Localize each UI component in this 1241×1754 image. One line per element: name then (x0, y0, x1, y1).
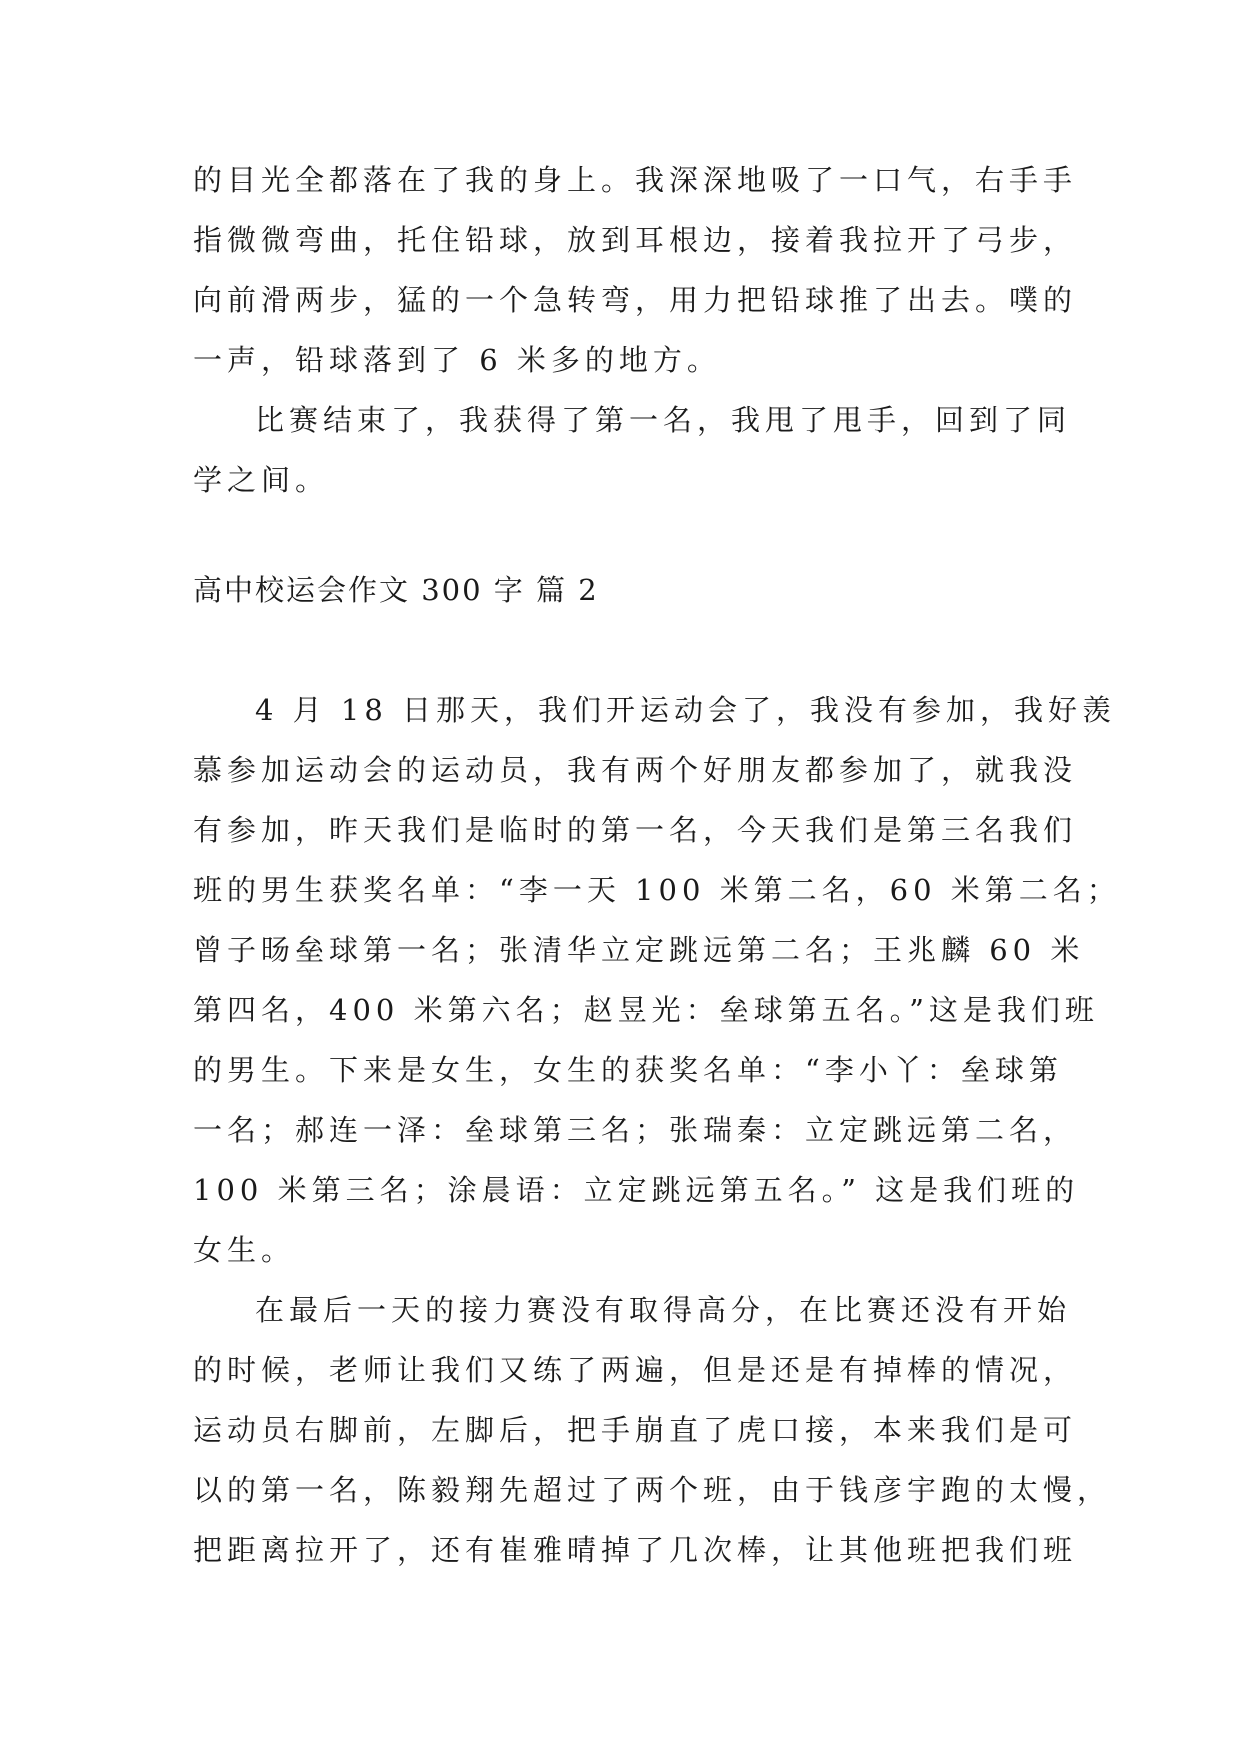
paragraph-line: 以的第一名，陈毅翔先超过了两个班，由于钱彦宇跑的太慢， (193, 1473, 1112, 1507)
paragraph-line: 有参加，昨天我们是临时的第一名，今天我们是第三名我们 (193, 813, 1078, 847)
paragraph-line: 班的男生获奖名单：“李一天 100 米第二名，60 米第二名； (193, 873, 1121, 907)
paragraph-line: 的时候，老师让我们又练了两遍，但是还是有掉棒的情况， (193, 1353, 1078, 1387)
paragraph-line: 的男生。下来是女生，女生的获奖名单：“李小丫：垒球第 (193, 1053, 1063, 1087)
section-heading: 高中校运会作文 300 字 篇 2 (193, 573, 599, 607)
paragraph-line: 女生。 (193, 1233, 296, 1267)
paragraph-line: 学之间。 (193, 463, 330, 497)
paragraph-line: 运动员右脚前，左脚后，把手崩直了虎口接，本来我们是可 (193, 1413, 1078, 1447)
paragraph-line: 在最后一天的接力赛没有取得高分，在比赛还没有开始 (255, 1293, 1072, 1327)
paragraph-line: 向前滑两步，猛的一个急转弯，用力把铅球推了出去。噗的 (193, 283, 1078, 317)
paragraph-line: 的目光全都落在了我的身上。我深深地吸了一口气，右手手 (193, 163, 1078, 197)
paragraph-line: 第四名，400 米第六名；赵昱光：垒球第五名。”这是我们班 (193, 993, 1099, 1027)
paragraph-line: 指微微弯曲，托住铅球，放到耳根边，接着我拉开了弓步， (193, 223, 1078, 257)
paragraph-line: 慕参加运动会的运动员，我有两个好朋友都参加了，就我没 (193, 753, 1078, 787)
paragraph-line: 4 月 18 日那天，我们开运动会了，我没有参加，我好羡 (255, 693, 1117, 727)
paragraph-line: 一名；郝连一泽：垒球第三名；张瑞秦：立定跳远第二名， (193, 1113, 1078, 1147)
paragraph-line: 曾子旸垒球第一名；张清华立定跳远第二名；王兆麟 60 米 (193, 933, 1085, 967)
paragraph-line: 把距离拉开了，还有崔雅晴掉了几次棒，让其他班把我们班 (193, 1533, 1078, 1567)
paragraph-line: 100 米第三名；涂晨语：立定跳远第五名。” 这是我们班的 (193, 1173, 1080, 1207)
paragraph-line: 一声，铅球落到了 6 米多的地方。 (193, 343, 721, 377)
paragraph-line: 比赛结束了，我获得了第一名，我甩了甩手，回到了同 (255, 403, 1072, 437)
